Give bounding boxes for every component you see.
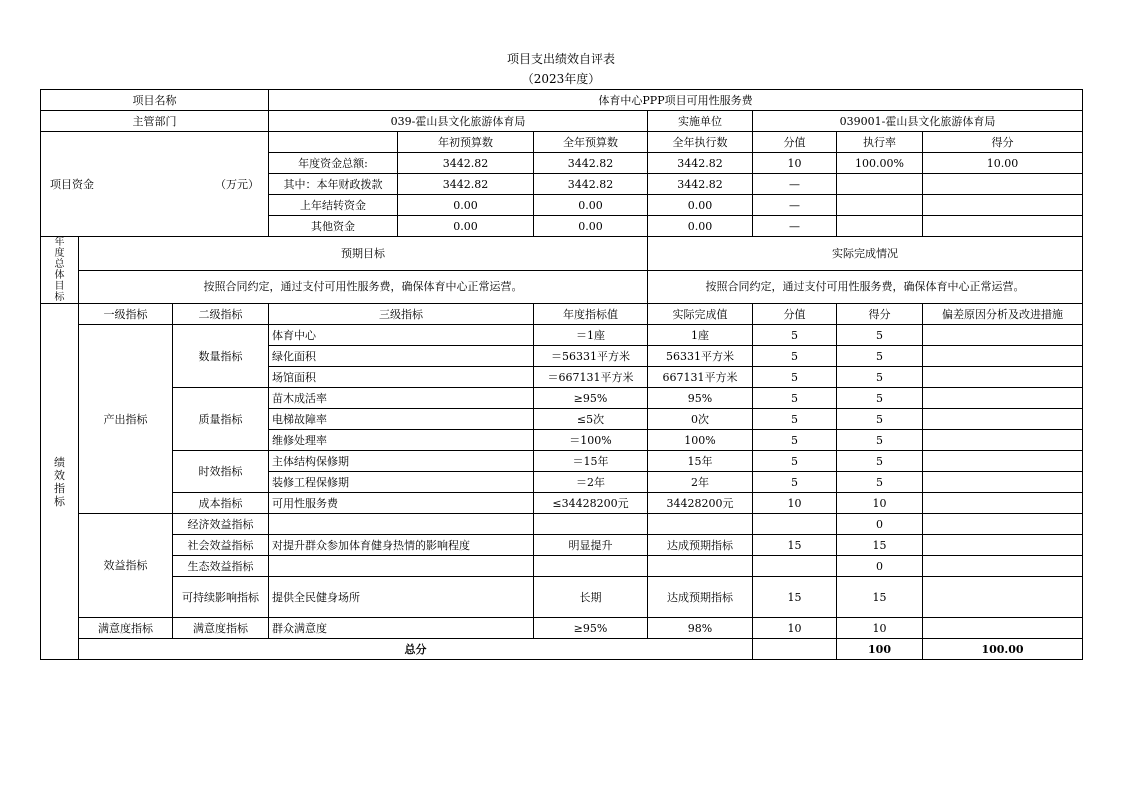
indicator-name: 体育中心 — [269, 325, 534, 346]
indicator-score: 5 — [837, 451, 923, 472]
funds-cell — [923, 174, 1083, 195]
indicator-actual: 667131平方米 — [648, 367, 753, 388]
indicator-score: 5 — [837, 346, 923, 367]
funds-cell: 3442.82 — [398, 174, 534, 195]
indicator-header: 一级指标 — [79, 304, 173, 325]
indicator-score: 5 — [837, 367, 923, 388]
indicator-actual — [648, 514, 753, 535]
indicator-header: 实际完成值 — [648, 304, 753, 325]
funds-cell: — — [753, 216, 837, 237]
funds-header: 执行率 — [837, 132, 923, 153]
section-char: 标 — [54, 494, 65, 508]
indicator-value: 5 — [753, 451, 837, 472]
indicator-score: 5 — [837, 409, 923, 430]
indicator-actual: 达成预期指标 — [648, 535, 753, 556]
funds-cell: 0.00 — [398, 195, 534, 216]
indicator-name: 电梯故障率 — [269, 409, 534, 430]
indicators-header-row — [41, 304, 1083, 325]
indicator-note — [923, 388, 1083, 409]
indicator-target: ≥95% — [534, 618, 648, 639]
indicator-row — [41, 388, 1083, 409]
department-label: 主管部门 — [41, 111, 269, 132]
goals-label-char: 度 — [54, 248, 65, 259]
funds-cell: — — [753, 174, 837, 195]
total-label: 总分 — [79, 639, 753, 660]
indicator-value — [753, 556, 837, 577]
indicator-actual: 34428200元 — [648, 493, 753, 514]
goals-row — [41, 270, 1083, 304]
implementing-unit-label: 实施单位 — [648, 111, 753, 132]
indicator-score: 5 — [837, 472, 923, 493]
indicator-name: 群众满意度 — [269, 618, 534, 639]
indicator-note — [923, 618, 1083, 639]
funds-label — [41, 132, 269, 237]
indicator-note — [923, 367, 1083, 388]
indicator-score: 15 — [837, 577, 923, 618]
indicator-note — [923, 451, 1083, 472]
funds-cell: 10 — [753, 153, 837, 174]
indicator-target: ＝2年 — [534, 472, 648, 493]
goals-label-char: 标 — [54, 292, 65, 303]
funds-cell: 3442.82 — [534, 174, 648, 195]
funds-cell: 0.00 — [648, 216, 753, 237]
indicator-value: 5 — [753, 367, 837, 388]
indicator-name: 主体结构保修期 — [269, 451, 534, 472]
expected-goal-text: 按照合同约定，通过支付可用性服务费，确保体育中心正常运营。 — [79, 270, 648, 304]
indicator-target: 明显提升 — [534, 535, 648, 556]
indicator-actual: 15年 — [648, 451, 753, 472]
indicator-name: 绿化面积 — [269, 346, 534, 367]
indicator-header: 分值 — [753, 304, 837, 325]
level2-ecological: 生态效益指标 — [173, 556, 269, 577]
indicator-value: 5 — [753, 409, 837, 430]
funds-cell: 100.00% — [837, 153, 923, 174]
funds-cell — [837, 174, 923, 195]
indicator-note — [923, 493, 1083, 514]
funds-cell — [923, 216, 1083, 237]
funds-row-label: 其他资金 — [269, 216, 398, 237]
total-row — [41, 639, 1083, 660]
indicator-score: 0 — [837, 556, 923, 577]
indicator-row — [41, 493, 1083, 514]
funds-unit: （万元） — [215, 177, 259, 191]
goals-label-char: 体 — [54, 270, 65, 281]
indicator-header: 二级指标 — [173, 304, 269, 325]
indicator-header: 偏差原因分析及改进措施 — [923, 304, 1083, 325]
level2-timeliness: 时效指标 — [173, 451, 269, 493]
section-char: 指 — [54, 481, 65, 495]
total-value: 100 — [837, 639, 923, 660]
level2-economic: 经济效益指标 — [173, 514, 269, 535]
funds-cell: 3442.82 — [648, 174, 753, 195]
level2-quality: 质量指标 — [173, 388, 269, 451]
indicator-name: 可用性服务费 — [269, 493, 534, 514]
indicator-note — [923, 556, 1083, 577]
indicator-row — [41, 577, 1083, 618]
section-char: 绩 — [54, 455, 65, 469]
indicator-target — [534, 514, 648, 535]
level2-quantity: 数量指标 — [173, 325, 269, 388]
total-score: 100.00 — [923, 639, 1083, 660]
funds-cell: 0.00 — [534, 216, 648, 237]
indicator-target: ＝15年 — [534, 451, 648, 472]
funds-cell: 0.00 — [534, 195, 648, 216]
indicator-name — [269, 556, 534, 577]
indicator-value: 5 — [753, 325, 837, 346]
level2-satisfaction: 满意度指标 — [173, 618, 269, 639]
funds-cell: 3442.82 — [534, 153, 648, 174]
indicator-target: ＝1座 — [534, 325, 648, 346]
funds-cell — [923, 195, 1083, 216]
indicator-note — [923, 535, 1083, 556]
goals-header-row — [41, 237, 1083, 271]
level2-social: 社会效益指标 — [173, 535, 269, 556]
indicator-value: 10 — [753, 618, 837, 639]
level1-output: 产出指标 — [79, 325, 173, 514]
indicator-name: 苗木成活率 — [269, 388, 534, 409]
indicator-name: 对提升群众参加体育健身热情的影响程度 — [269, 535, 534, 556]
funds-row-label: 上年结转资金 — [269, 195, 398, 216]
indicator-actual: 0次 — [648, 409, 753, 430]
indicator-name: 装修工程保修期 — [269, 472, 534, 493]
indicator-row — [41, 325, 1083, 346]
indicator-score: 10 — [837, 618, 923, 639]
indicator-row — [41, 556, 1083, 577]
indicator-value — [753, 514, 837, 535]
funds-header: 全年预算数 — [534, 132, 648, 153]
expected-goal-header: 预期目标 — [79, 237, 648, 271]
actual-goal-header: 实际完成情况 — [648, 237, 1083, 271]
indicator-value: 5 — [753, 430, 837, 451]
indicator-row — [41, 514, 1083, 535]
funds-cell — [837, 195, 923, 216]
funds-header: 得分 — [923, 132, 1083, 153]
funds-row-label: 年度资金总额: — [269, 153, 398, 174]
funds-header: 全年执行数 — [648, 132, 753, 153]
indicator-target: ≥95% — [534, 388, 648, 409]
level1-benefit: 效益指标 — [79, 514, 173, 618]
actual-goal-text: 按照合同约定，通过支付可用性服务费，确保体育中心正常运营。 — [648, 270, 1083, 304]
indicator-value: 5 — [753, 472, 837, 493]
indicator-header: 年度指标值 — [534, 304, 648, 325]
indicator-target: ＝667131平方米 — [534, 367, 648, 388]
evaluation-table — [40, 89, 1083, 660]
indicator-note — [923, 514, 1083, 535]
funds-cell: 3442.82 — [648, 153, 753, 174]
indicator-target — [534, 556, 648, 577]
indicator-note — [923, 325, 1083, 346]
funds-cell: 10.00 — [923, 153, 1083, 174]
indicator-actual: 1座 — [648, 325, 753, 346]
project-name-label: 项目名称 — [41, 90, 269, 111]
indicator-actual — [648, 556, 753, 577]
indicator-note — [923, 472, 1083, 493]
project-name-row — [41, 90, 1083, 111]
indicator-actual: 98% — [648, 618, 753, 639]
indicator-name — [269, 514, 534, 535]
indicator-header: 得分 — [837, 304, 923, 325]
indicator-row — [41, 535, 1083, 556]
goals-label — [41, 237, 79, 304]
funds-row-label: 其中：本年财政拨款 — [269, 174, 398, 195]
funds-header: 年初预算数 — [398, 132, 534, 153]
indicator-value: 15 — [753, 577, 837, 618]
indicator-score: 15 — [837, 535, 923, 556]
indicator-row — [41, 451, 1083, 472]
funds-title: 项目资金 — [50, 177, 94, 191]
indicator-note — [923, 409, 1083, 430]
funds-cell: 0.00 — [398, 216, 534, 237]
indicator-note — [923, 577, 1083, 618]
indicator-header: 三级指标 — [269, 304, 534, 325]
indicator-target: ≤34428200元 — [534, 493, 648, 514]
indicators-section-label — [41, 304, 79, 660]
indicator-actual: 56331平方米 — [648, 346, 753, 367]
level2-sustainable: 可持续影响指标 — [173, 577, 269, 618]
indicator-name: 维修处理率 — [269, 430, 534, 451]
goals-label-char: 年 — [54, 237, 65, 248]
page-title: 项目支出绩效自评表 — [506, 52, 615, 66]
goals-label-char: 目 — [54, 281, 65, 292]
indicator-name: 场馆面积 — [269, 367, 534, 388]
indicator-value: 15 — [753, 535, 837, 556]
indicator-name: 提供全民健身场所 — [269, 577, 534, 618]
indicator-target: ＝56331平方米 — [534, 346, 648, 367]
indicator-score: 5 — [837, 430, 923, 451]
indicator-value: 5 — [753, 388, 837, 409]
indicator-target: 长期 — [534, 577, 648, 618]
indicator-actual: 2年 — [648, 472, 753, 493]
section-char: 效 — [54, 468, 65, 482]
funds-cell — [837, 216, 923, 237]
funds-header: 分值 — [753, 132, 837, 153]
level1-satisfaction: 满意度指标 — [79, 618, 173, 639]
indicator-value: 10 — [753, 493, 837, 514]
indicator-target: ＝100% — [534, 430, 648, 451]
indicator-actual: 100% — [648, 430, 753, 451]
implementing-unit-value: 039001-霍山县文化旅游体育局 — [753, 111, 1083, 132]
indicator-score: 5 — [837, 325, 923, 346]
goals-label-char: 总 — [54, 259, 65, 270]
indicator-score: 0 — [837, 514, 923, 535]
level2-cost: 成本指标 — [173, 493, 269, 514]
indicator-actual: 95% — [648, 388, 753, 409]
funds-cell: 3442.82 — [398, 153, 534, 174]
funds-cell: 0.00 — [648, 195, 753, 216]
indicator-note — [923, 430, 1083, 451]
project-name-value: 体育中心PPP项目可用性服务费 — [269, 90, 1083, 111]
indicator-score: 10 — [837, 493, 923, 514]
indicator-value: 5 — [753, 346, 837, 367]
page-year: （2023年度） — [521, 72, 601, 86]
indicator-row — [41, 618, 1083, 639]
indicator-score: 5 — [837, 388, 923, 409]
funds-header-row — [41, 132, 1083, 153]
department-row — [41, 111, 1083, 132]
funds-cell: — — [753, 195, 837, 216]
indicator-actual: 达成预期指标 — [648, 577, 753, 618]
department-value: 039-霍山县文化旅游体育局 — [269, 111, 648, 132]
indicator-target: ≤5次 — [534, 409, 648, 430]
indicator-note — [923, 346, 1083, 367]
